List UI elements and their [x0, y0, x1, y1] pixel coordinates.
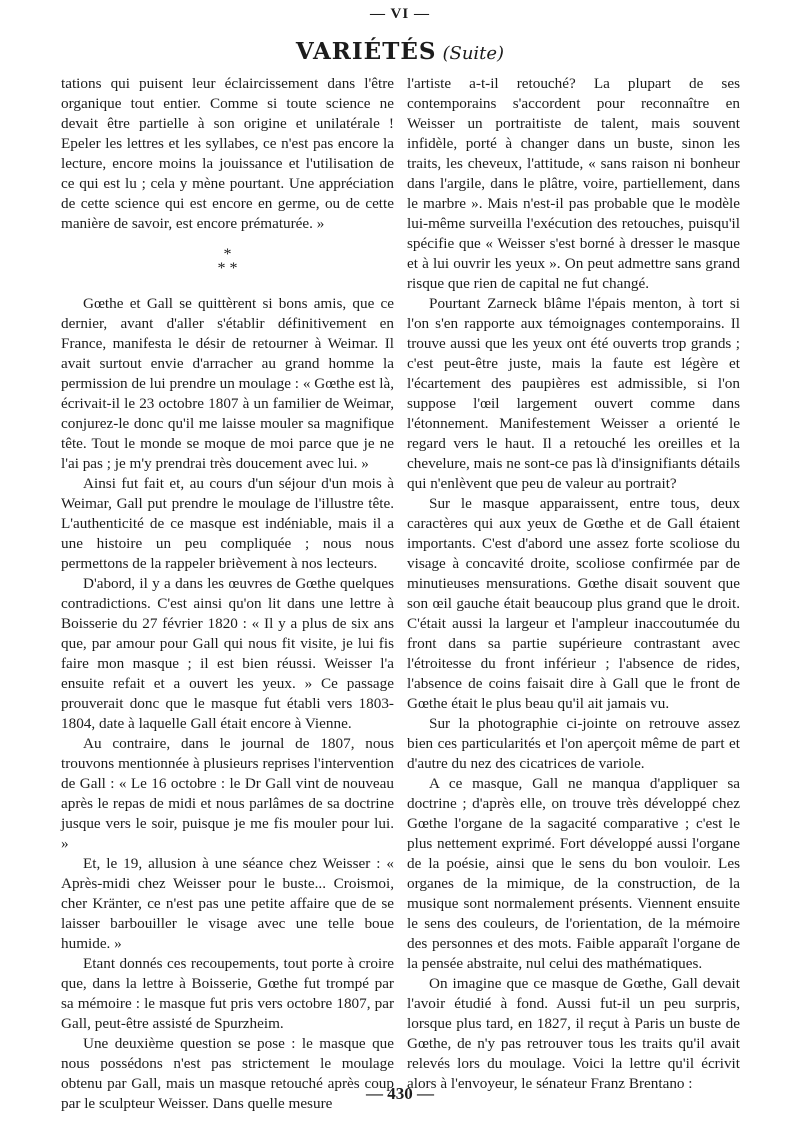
paragraph: l'artiste a-t-il retouché? La plupart de ses contemporains s'accordent pour reconnaître en Weisser un portraitiste de talent, mais souvent infidèle, porté à changer dans un buste, sinon les traits, les cheveux, l'attitude, « sans raison ni bonheur dans l'argile, dans le plâtre, voire, partiellement, dans le marbre ». Mais n'est-il pas probable que le modèle lui-même surveilla l'exécution des retouches, puisqu'il spécifie que « Weisser s'est borné à dresser le masque et à lui ouvrir les yeux ». On peut admettre sans grand risque que rien de capital ne fut changé. — [407, 75, 740, 292]
paragraph: Sur le masque apparaissent, entre tous, deux caractères qui aux yeux de Gœthe et de Gall étaient importants. C'est d'abord une assez forte scoliose du visage à concavité droite, scoliose confirmée par de minutieuses mensurations. Gœthe disait souvent que son œil gauche était beaucoup plus grand que le droit. C'était aussi la largeur et l'ampleur inaccoutumée du front dans sa partie supérieure contrastant avec l'étroitesse du front inférieur ; l'absence de rides, l'absence de coins faisait dire à Gall que le front de Gœthe était le plus beau qu'il ait jamais vu. — [407, 495, 740, 712]
paragraph: Etant donnés ces recoupements, tout porte à croire que, dans la lettre à Boisserie, Gœthe fut trompé par sa mémoire : le masque fut pris vers octobre 1807, par Gall, peut-être assisté de Spurzheim. — [61, 955, 394, 1032]
roman-page-number: — VI — — [370, 6, 430, 22]
paragraph: D'abord, il y a dans les œuvres de Gœthe quelques contradictions. C'est ainsi qu'on lit dans une lettre à Boisserie du 27 février 1820 : « Il y a plus de six ans que, par amour pour Gall qui nous fit visite, je lui fis faire mon masque ; il est bien réussi. Weisser l'a ensuite refait et a ouvert les yeux. » Ce passage prouverait donc que le masque fut établi vers 1803-1804, date à laquelle Gall était encore à Vienne. — [61, 575, 394, 732]
paragraph: Ainsi fut fait et, au cours d'un séjour d'un mois à Weimar, Gall put prendre le moulage de l'illustre tête. L'authenticité de ce masque est indéniable, mais il a une histoire un peu compliquée ; nous nous permettons de la rappeler brièvement à nos lecteurs. — [61, 475, 394, 572]
section-title: VARIÉTÉS — [295, 38, 437, 65]
section-subtitle: (Suite) — [442, 43, 505, 64]
right-column — [407, 74, 740, 1094]
paragraph: A ce masque, Gall ne manqua d'appliquer sa doctrine ; d'après elle, on trouve très développé chez Gœthe l'organe de la sagacité comparative ; c'est le plus nettement exprimé. Fort développé aussi l'organe de la poésie, ainsi que le sens du bon vouloir. Les organes de la mimique, de la construction, de la musique sont normalement présents. Viennent ensuite le sens des couleurs, de l'orientation, de la mémoire des personnes et des mots. Faible apparaît l'organe de la pensée abstraite, nul celui des mathématiques. — [407, 775, 740, 972]
paragraph: Et, le 19, allusion à une séance chez Weisser : « Après-midi chez Weisser pour le buste... Croismoi, cher Kränter, ce n'est pas une petite affaire que de se laisser barbouiller le visage avec une telle boue humide. » — [61, 855, 394, 952]
paragraph: tations qui puisent leur éclaircissement dans l'être organique tout entier. Comme si toute science ne devait être partielle à son origine et unilatérale ! Epeler les lettres et les syllabes, ce n'est pas encore la lecture, encore moins la jouissance et l'utilisation de ce qui est lu ; cela y mène pourtant. Une appréciation de cette science qui est encore en germe, ou de cette manière de savoir, est encore prématurée. » — [61, 75, 394, 232]
page-number: — 430 — — [366, 1084, 434, 1103]
asterism-divider: * * * — [217, 246, 238, 277]
paragraph: Sur la photographie ci-jointe on retrouve assez bien ces particularités et l'on aperçoit même de part et d'autre du nez des cicatrices de variole. — [407, 715, 740, 772]
paragraph: Pourtant Zarneck blâme l'épais menton, à tort si l'on s'en rapporte aux témoignages contemporains. Il trouve aussi que les yeux ont été ouverts trop grands ; c'est peut-être juste, mais la faute est légère et l'écartement des paupières est admissible, si l'on suppose l'œil largement ouvert comme dans l'étonnement. Manifestement Weisser a orienté le regard vers le haut. Il a retouché les oreilles et la chevelure, mais ne sont-ce pas là d'insignifiants détails qui n'enlèvent que peu de valeur au portrait? — [407, 295, 740, 492]
paragraph: Gœthe et Gall se quittèrent si bons amis, que ce dernier, avant d'aller s'établir définitivement en France, manifesta le désir de retourner à Weimar. Il avait surtout envie d'arracher au grand homme la permission de lui prendre un moulage : « Gœthe est là, écrivait-il le 23 octobre 1807 à un familier de Weimar, conjurez-le donc qu'il me laisse mouler sa magnifique tête. Tout le monde se moque de moi parce que je ne l'ai pas ; je m'y prendrai très doucement avec lui. » — [61, 295, 394, 472]
paragraph: Au contraire, dans le journal de 1807, nous trouvons mentionnée à plusieurs reprises l'intervention de Gall : « Le 16 octobre : le Dr Gall vint de nouveau après le repas de midi et nous parlâmes de sa doctrine jusque vers le soir, puisque je me fis mouler pour lui. » — [61, 735, 394, 852]
section-header — [0, 38, 800, 65]
paragraph: On imagine que ce masque de Gœthe, Gall devait l'avoir étudié à fond. Aussi fut-il un peu surpris, lorsque plus tard, en 1827, il reçut à Paris un buste de Gœthe, de n'y pas retrouver tous les traits qu'il avait relevés lors du moulage. Voici la lettre qu'il écrivit alors à l'envoyeur, le sénateur Franz Brentano : — [407, 975, 740, 1092]
left-column — [61, 74, 394, 1114]
paragraph: Une deuxième question se pose : le masque que nous possédons n'est pas strictement le moulage obtenu par Gall, mais un masque retouché après coup par le sculpteur Weisser. Dans quelle mesure — [61, 1035, 394, 1112]
